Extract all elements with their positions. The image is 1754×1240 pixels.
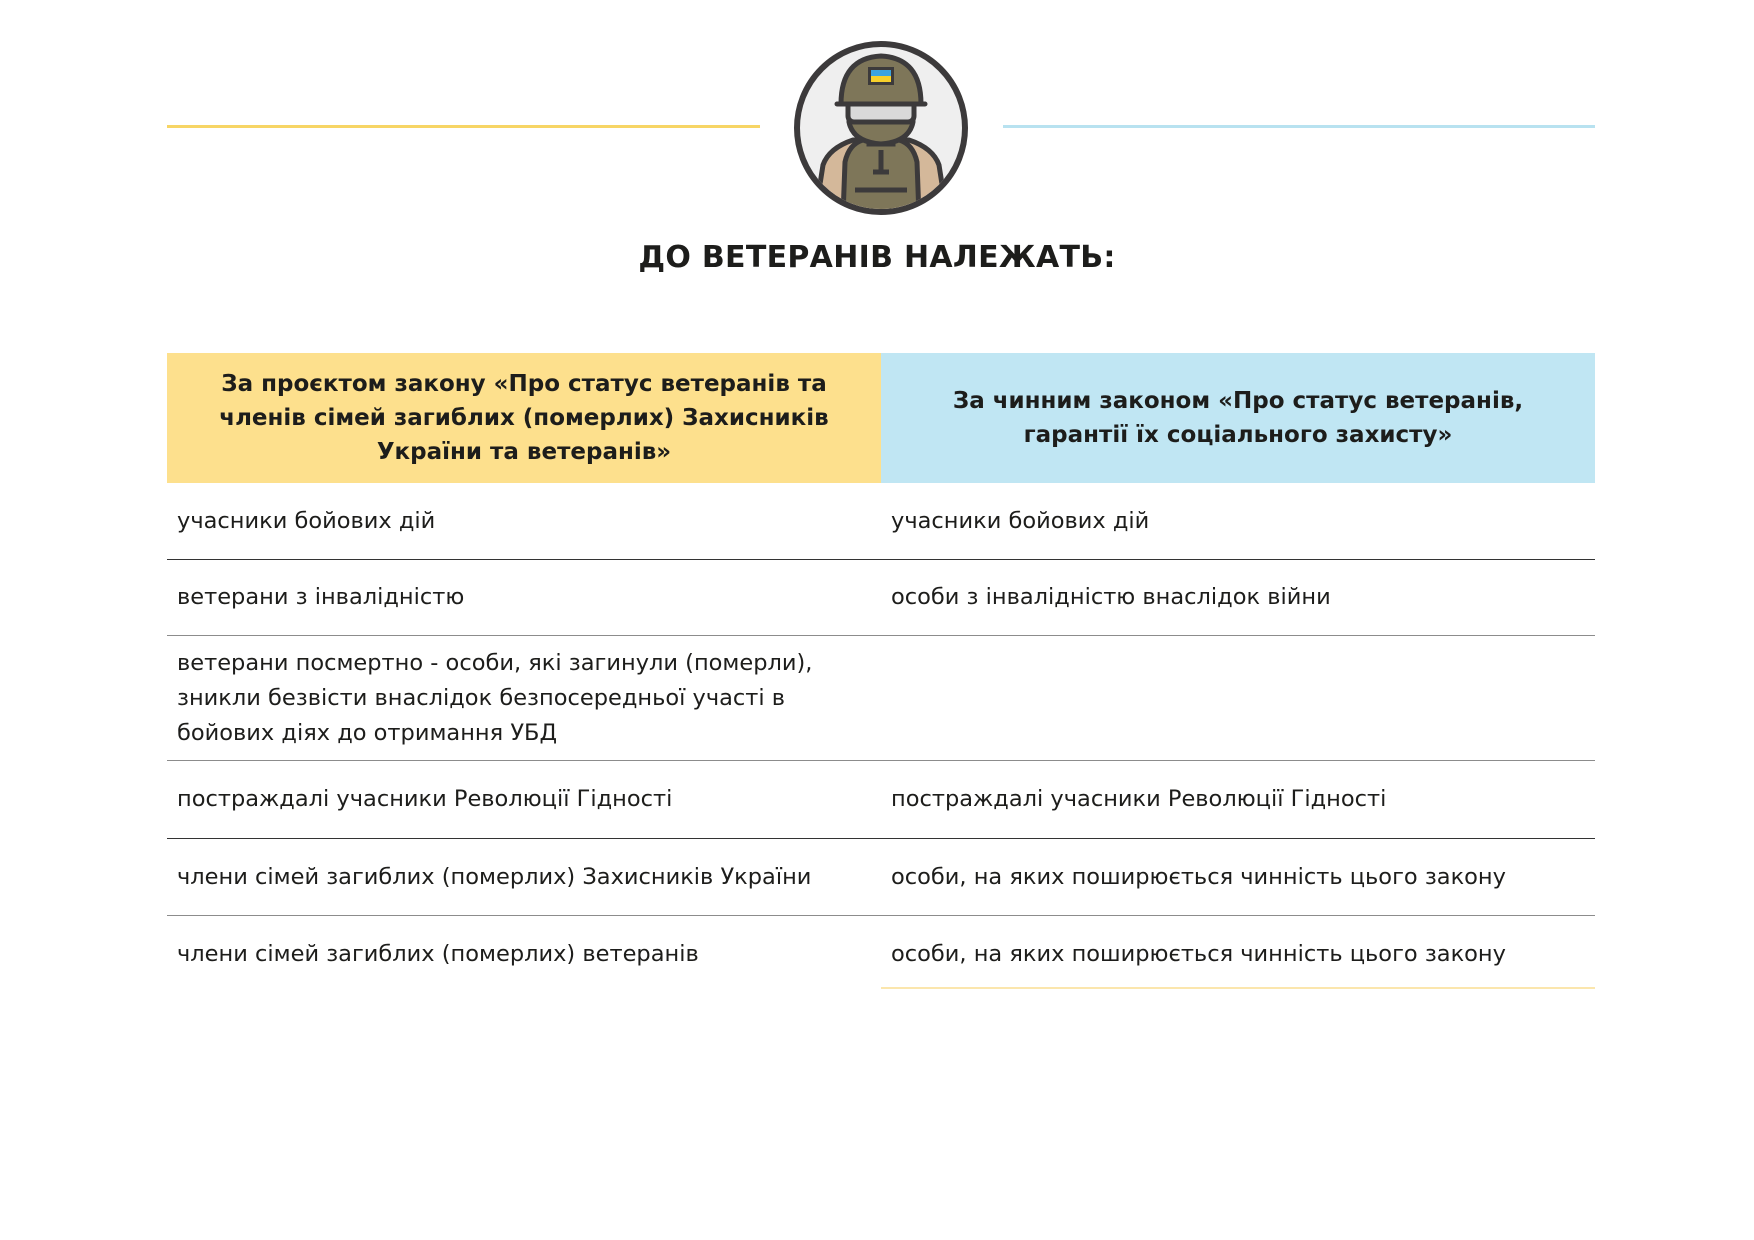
cell-current: особи, на яких поширюється чинність цього закону — [891, 863, 1506, 890]
cell-draft: члени сімей загиблих (померлих) ветеранів — [177, 940, 699, 967]
cell-draft: постраждалі учасники Революції Гідності — [177, 786, 673, 812]
cell-current: особи з інвалідністю внаслідок війни — [891, 584, 1331, 610]
table-row — [167, 916, 1595, 992]
cell-draft: ветерани посмертно - особи, які загинули (померли), зникли безвісти внаслідок безпосередньої участі в бойових діях до отримання УБД — [177, 649, 813, 746]
table-row — [167, 761, 1595, 839]
cell-draft: учасники бойових дій — [177, 507, 436, 534]
soldier-avatar-icon — [793, 40, 969, 216]
table-row — [167, 636, 1595, 761]
table-bottom-accent-line — [881, 987, 1595, 989]
cell-current: особи, на яких поширюється чинність цього закону — [891, 940, 1506, 967]
table-row — [167, 483, 1595, 560]
page-title: ДО ВЕТЕРАНІВ НАЛЕЖАТЬ: — [638, 240, 1116, 275]
table-row — [167, 560, 1595, 636]
table-row — [167, 839, 1595, 916]
cell-current: постраждалі учасники Революції Гідності — [891, 786, 1387, 812]
comparison-table — [167, 353, 1595, 992]
column-header-draft-law: За проєктом закону «Про статус ветеранів та членів сімей загиблих (померлих) Захисників України та ветеранів» — [167, 353, 881, 483]
table-header — [167, 353, 1595, 483]
decorative-rule-right — [1003, 125, 1595, 128]
cell-draft: члени сімей загиблих (померлих) Захисників України — [177, 863, 812, 890]
column-header-current-law: За чинним законом «Про статус ветеранів, гарантії їх соціального захисту» — [881, 353, 1595, 483]
decorative-rule-left — [167, 125, 760, 128]
cell-current — [881, 636, 1595, 760]
cell-draft: ветерани з інвалідністю — [177, 584, 465, 610]
cell-current: учасники бойових дій — [891, 507, 1150, 534]
